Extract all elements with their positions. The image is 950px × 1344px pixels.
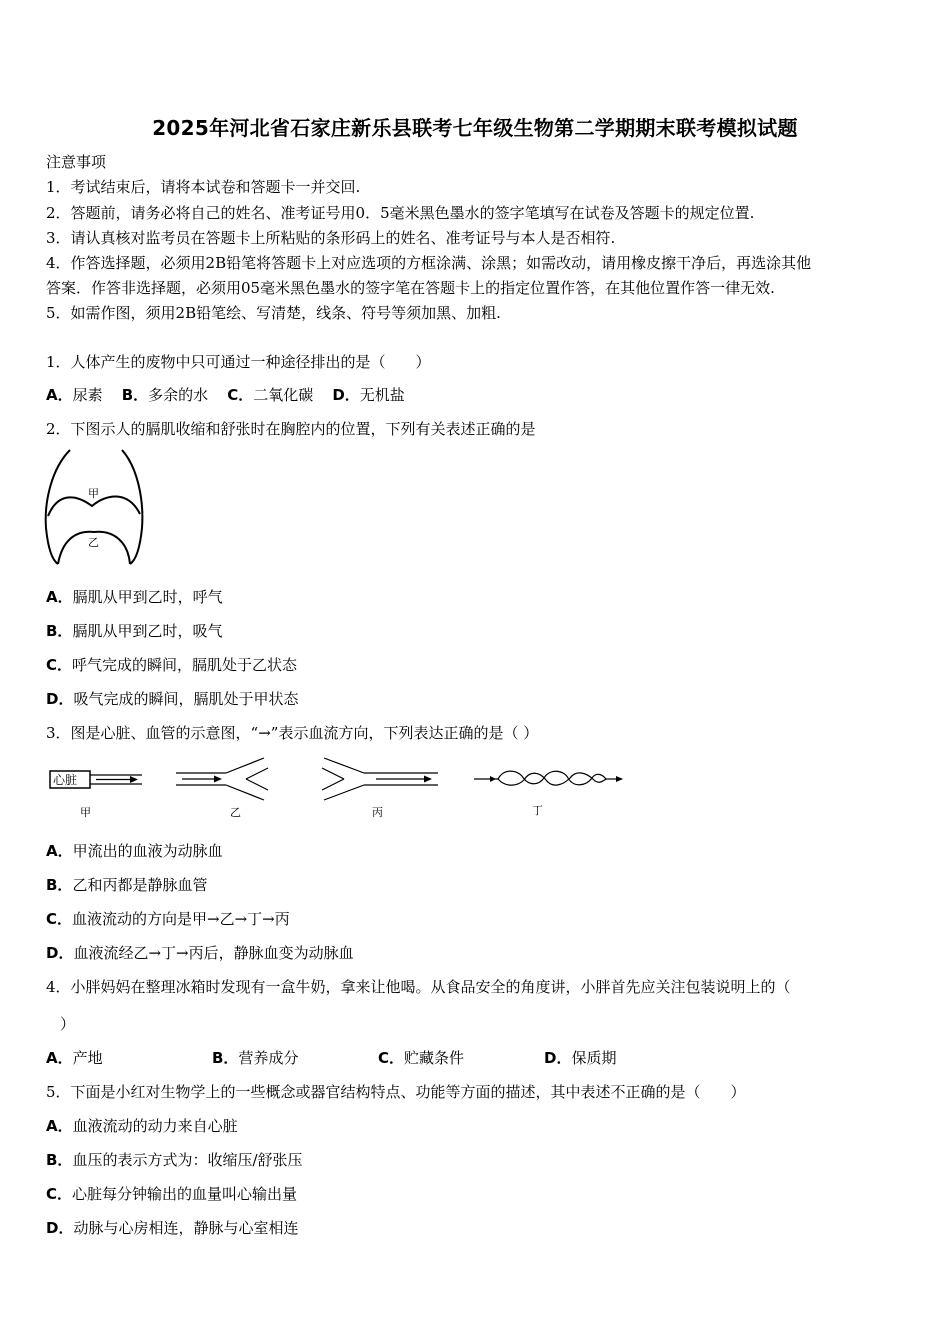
q1-option-a: 尿素 (72, 386, 103, 404)
capillary-out-arrowhead (616, 776, 623, 782)
q2-option-a: 膈肌从甲到乙时，呼气 (72, 588, 223, 606)
vessel-bing-branch-down (324, 785, 364, 800)
q4-option-c: 贮藏条件 (404, 1049, 465, 1067)
q2-option-c-row (46, 655, 297, 675)
q2-option-b-label: B． (46, 622, 73, 640)
q1-option-a-label: A． (46, 386, 73, 404)
q4-options (46, 1048, 616, 1068)
q5-option-d-row (46, 1218, 298, 1238)
notice-item-2: 2．答题前，请务必将自己的姓名、准考证号用0．5毫米黑色墨水的签字笔填写在试卷及答题卡的规定位置. (46, 204, 755, 222)
q5-option-c-row (46, 1184, 297, 1204)
vessel-bing-branch-up (324, 758, 364, 773)
q4-option-b-cell (212, 1048, 378, 1068)
q2-option-d-row (46, 689, 298, 709)
q2-option-a-label: A． (46, 588, 73, 606)
q4-option-a: 产地 (72, 1049, 103, 1067)
q2-option-d: 吸气完成的瞬间，膈肌处于甲状态 (73, 690, 299, 708)
q5-option-c: 心脏每分钟输出的血量叫心输出量 (72, 1185, 298, 1203)
q3-stem: 3．图是心脏、血管的示意图，“→”表示血流方向，下列表达正确的是（ ） (46, 724, 539, 742)
q2-stem: 2．下图示人的膈肌收缩和舒张时在胸腔内的位置，下列有关表述正确的是 (46, 420, 536, 438)
q2-option-a-row (46, 587, 223, 607)
q1-options (46, 385, 405, 405)
q5-option-a-label: A． (46, 1117, 73, 1135)
q1-option-c: 二氧化碳 (253, 386, 314, 404)
chest-wall-left (46, 450, 70, 564)
vessel-yi-branch-down (226, 785, 264, 800)
q4-option-b: 营养成分 (238, 1049, 299, 1067)
vessel-bing-inner-up (322, 768, 344, 779)
notice-item-1: 1．考试结束后，请将本试卷和答题卡一并交回. (46, 178, 361, 196)
flow-arrowhead-yi (214, 776, 222, 783)
vessel-yi-inner-up (246, 768, 268, 779)
caption-jia: 甲 (80, 806, 91, 819)
capillary-net (498, 771, 606, 785)
q1-option-c-label: C． (227, 386, 254, 404)
diaphragm-label-upper: 甲 (88, 487, 99, 500)
q1-option-d-label: D． (332, 386, 360, 404)
notice-heading: 注意事项 (46, 153, 107, 171)
q3-option-c: 血液流动的方向是甲→乙→丁→丙 (72, 910, 290, 928)
q3-option-c-row (46, 909, 290, 929)
q2-option-c-label: C． (46, 656, 73, 674)
notice-item-3: 3．请认真核对监考员在答题卡上所粘贴的条形码上的姓名、准考证号与本人是否相符. (46, 229, 616, 247)
q5-option-c-label: C． (46, 1185, 73, 1203)
q5-option-b-row (46, 1150, 303, 1170)
notice-item-4-cont: 答案．作答非选择题，必须用05毫米黑色墨水的签字笔在答题卡上的指定位置作答，在其他位置作答一律无效. (46, 279, 775, 297)
q2-option-d-label: D． (46, 690, 74, 708)
q3-option-c-label: C． (46, 910, 73, 928)
q5-option-b-label: B． (46, 1151, 73, 1169)
q5-option-a: 血液流动的动力来自心脏 (72, 1117, 238, 1135)
q4-option-c-label: C． (378, 1049, 405, 1067)
q4-option-a-label: A． (46, 1049, 73, 1067)
q1-option-b-label: B． (121, 386, 149, 404)
q3-option-a: 甲流出的血液为动脉血 (72, 842, 223, 860)
q5-option-b: 血压的表示方式为：收缩压/舒张压 (72, 1151, 303, 1169)
notice-item-5: 5．如需作图，须用2B铅笔绘、写清楚，线条、符号等须加黑、加粗. (46, 304, 501, 322)
heart-label: 心脏 (53, 773, 78, 787)
q3-option-a-label: A． (46, 842, 73, 860)
capillary-in-arrowhead (490, 776, 496, 782)
caption-yi: 乙 (230, 806, 241, 819)
q5-option-a-row (46, 1116, 238, 1136)
q1-option-d: 无机盐 (359, 386, 405, 404)
caption-bing: 丙 (372, 806, 383, 819)
q1-stem: 1．人体产生的废物中只可通过一种途径排出的是（ ） (46, 353, 431, 371)
vessel-bing-inner-down (322, 779, 344, 790)
q2-option-b-row (46, 621, 222, 641)
q4-option-d-cell (544, 1048, 616, 1068)
q4-option-b-label: B． (212, 1049, 239, 1067)
q3-option-b: 乙和丙都是静脉血管 (72, 876, 208, 894)
q4-stem-tail: ） (60, 1015, 76, 1033)
notice-item-4: 4．作答选择题，必须用2B铅笔将答题卡上对应选项的方框涂满、涂黑；如需改动，请用橡皮擦干净后，再选涂其他 (46, 254, 812, 272)
page-title: 2025年河北省石家庄新乐县联考七年级生物第二学期期末联考模拟试题 (152, 116, 798, 140)
q4-option-c-cell (378, 1048, 544, 1068)
caption-ding: 丁 (532, 804, 543, 817)
vessel-yi-branch-up (226, 758, 264, 773)
q2-option-b: 膈肌从甲到乙时，吸气 (72, 622, 223, 640)
vessel-yi-inner-down (246, 779, 268, 790)
flow-arrowhead-bing (424, 776, 432, 783)
q5-option-d-label: D． (46, 1219, 74, 1237)
q2-option-c: 呼气完成的瞬间，膈肌处于乙状态 (72, 656, 298, 674)
capillary-net-lower (498, 773, 606, 785)
blood-vessel-figure (46, 752, 626, 824)
q4-option-a-cell (46, 1048, 212, 1068)
q3-option-a-row (46, 841, 223, 861)
flow-arrowhead-jia (130, 776, 138, 783)
q4-option-d-label: D． (544, 1049, 572, 1067)
q4-option-d: 保质期 (571, 1049, 617, 1067)
q3-option-d-row (46, 943, 354, 963)
q5-stem: 5．下面是小红对生物学上的一些概念或器官结构特点、功能等方面的描述，其中表述不正确的是（ ） (46, 1083, 746, 1101)
diaphragm-figure (40, 446, 150, 568)
q3-option-b-row (46, 875, 207, 895)
q3-option-d-label: D． (46, 944, 74, 962)
q1-option-b: 多余的水 (148, 386, 209, 404)
q3-option-b-label: B． (46, 876, 73, 894)
q3-option-d: 血液流经乙→丁→丙后，静脉血变为动脉血 (73, 944, 354, 962)
diaphragm-label-lower: 乙 (88, 536, 99, 549)
q5-option-d: 动脉与心房相连，静脉与心室相连 (73, 1219, 299, 1237)
q4-stem: 4．小胖妈妈在整理冰箱时发现有一盒牛奶，拿来让他喝。从食品安全的角度讲，小胖首先应关注包装说明上的（ (46, 978, 791, 996)
